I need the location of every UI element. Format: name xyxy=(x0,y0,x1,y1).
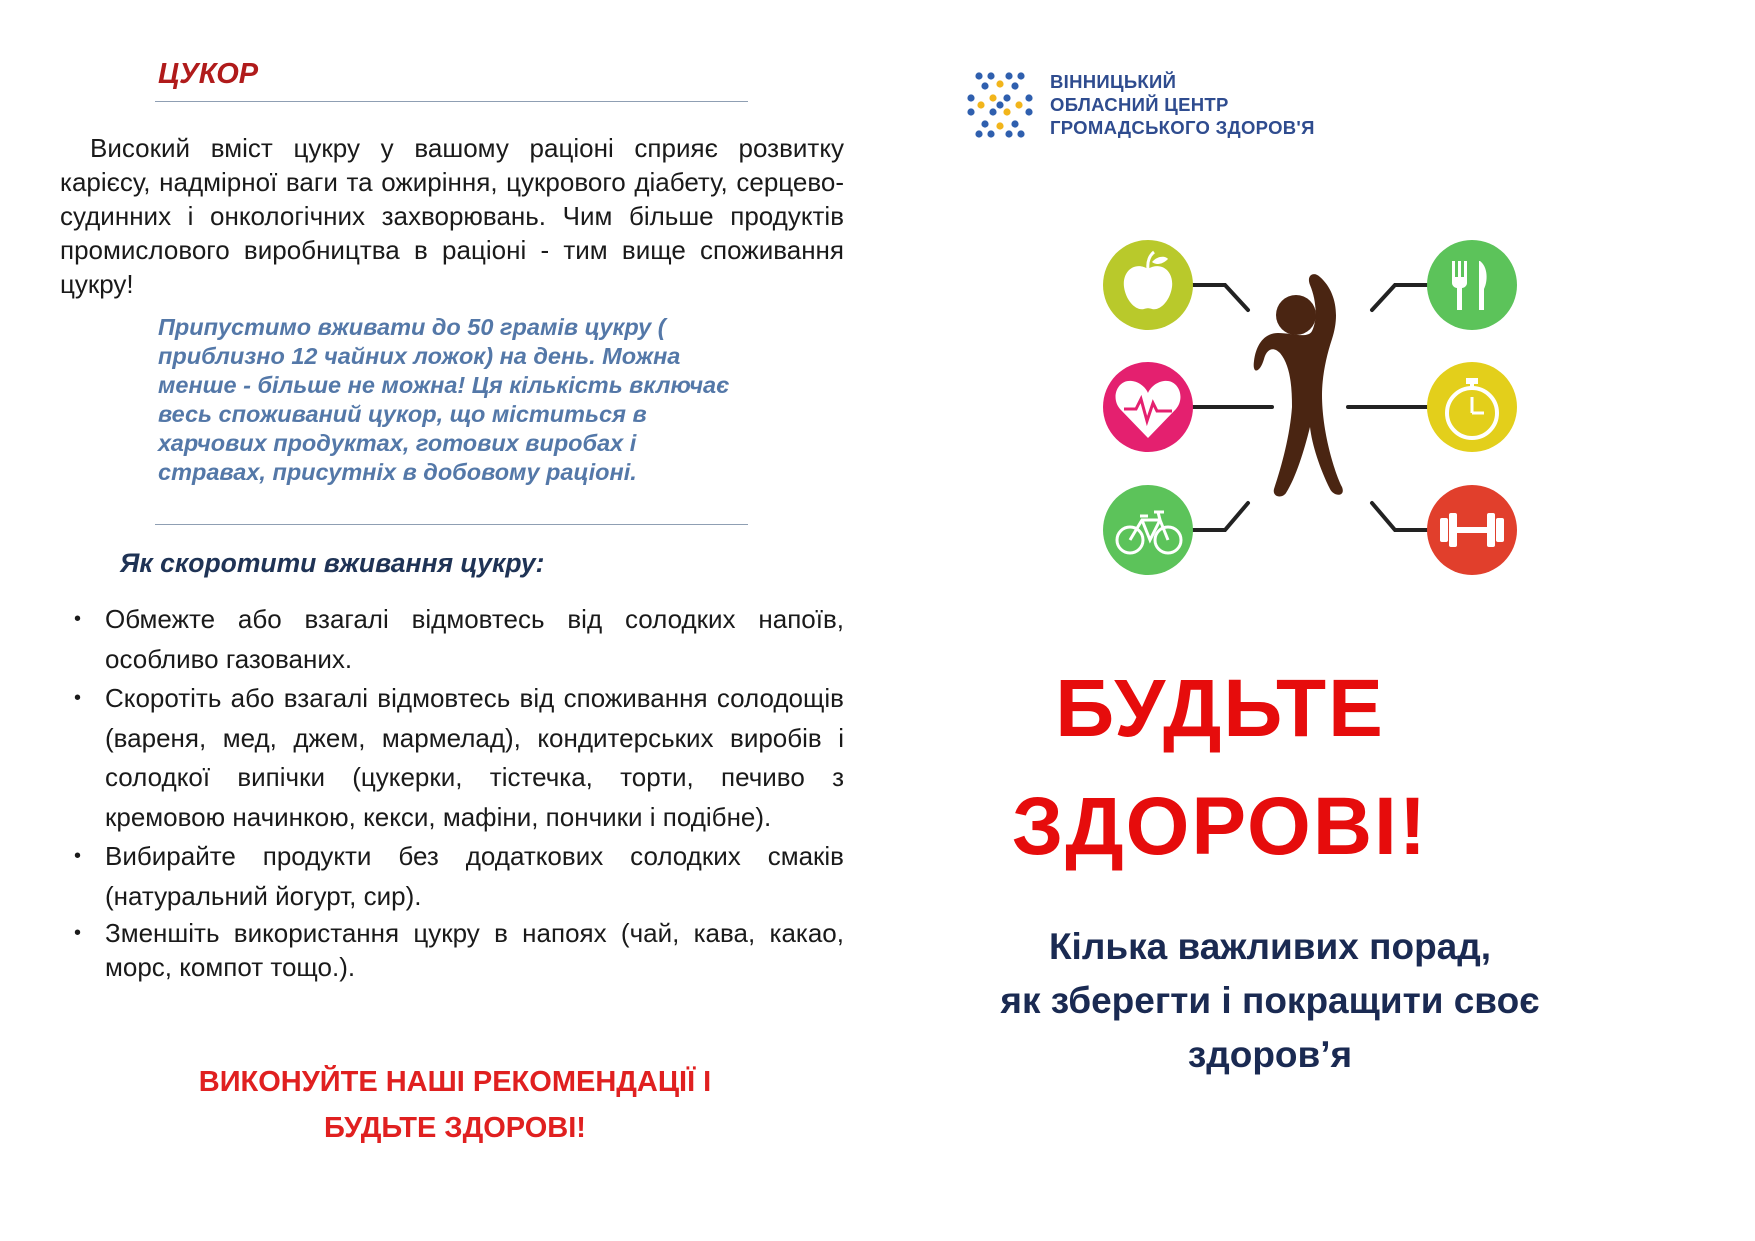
logo-text xyxy=(1050,70,1315,139)
logo-line-2: ОБЛАСНИЙ ЦЕНТР xyxy=(1050,94,1229,115)
bullet-icon: • xyxy=(74,687,82,709)
cta-line-1: ВИКОНУЙТЕ НАШІ РЕКОМЕНДАЦІЇ І xyxy=(198,1066,712,1098)
fork-knife-icon xyxy=(1427,240,1517,330)
section-title: ЦУКОР xyxy=(158,58,259,90)
apple-icon xyxy=(1103,240,1193,330)
stopwatch-icon xyxy=(1427,362,1517,452)
bullet-icon: • xyxy=(74,608,82,630)
subtitle-line-2: як зберегти і покращити своє xyxy=(1000,980,1540,1021)
list-item xyxy=(70,916,844,984)
logo-line-1: ВІННИЦЬКИЙ xyxy=(1050,71,1177,92)
sugar-limit-note: Припустимо вживати до 50 грамів цукру ( приблизно 12 чайних ложок) на день. Можна менше - більше не можна! Ця кількість включає весь споживаний цукор, що міститься в харчових продуктах, готових виробах і стравах, присутніх в добовому раціоні. xyxy=(158,314,730,485)
subtitle xyxy=(960,920,1580,1082)
list-item xyxy=(70,679,844,837)
subtitle-line-1: Кілька важливих порад, xyxy=(1048,926,1492,967)
active-person-icon xyxy=(1254,274,1343,496)
bullet-icon: • xyxy=(74,845,82,867)
call-to-action xyxy=(130,1059,780,1151)
dumbbell-icon xyxy=(1427,485,1517,575)
bullet-icon: • xyxy=(74,922,82,944)
bicycle-icon xyxy=(1103,485,1193,575)
cover-column xyxy=(880,0,1755,1241)
list-item xyxy=(70,837,844,916)
howto-title: Як скоротити вживання цукру: xyxy=(120,548,545,578)
list-item-text: Скоротіть або взагалі відмовтесь від споживання солодощів (вареня, мед, джем, мармелад), кондитерських виробів і солодкої випічки (цукерки, тістечка, торти, печиво з кремовою начинкою, кекси, мафіни, пончики і подібне). xyxy=(105,683,844,832)
headline-line-1: БУДЬТЕ xyxy=(1055,663,1385,754)
logo-line-3: ГРОМАДСЬКОГО ЗДОРОВ'Я xyxy=(1050,117,1315,138)
tips-list xyxy=(70,600,844,984)
cta-line-2: БУДЬТЕ ЗДОРОВІ! xyxy=(324,1112,586,1144)
logo-mark-icon xyxy=(965,70,1035,140)
list-item-text: Зменшіть використання цукру в напоях (чай, кава, какао, морс, компот тощо.). xyxy=(105,918,844,982)
main-headline xyxy=(880,650,1560,886)
divider-top xyxy=(155,101,748,102)
list-item-text: Обмежте або взагалі відмовтесь від солодких напоїв, особливо газованих. xyxy=(105,604,844,674)
organization-logo xyxy=(965,68,1365,142)
divider-bottom xyxy=(155,524,748,525)
intro-text: Високий вміст цукру у вашому раціоні сприяє розвитку карієсу, надмірної ваги та ожиріння, цукрового діабету, серцево-судинних і онкологічних захворювань. Чим більше продуктів промислового виробництва в раціоні - тим вище споживання цукру! xyxy=(60,133,844,299)
subtitle-line-3: здоров’я xyxy=(1187,1034,1353,1075)
list-item-text: Вибирайте продукти без додаткових солодких смаків (натуральний йогурт, сир). xyxy=(105,841,844,911)
heart-pulse-icon xyxy=(1103,362,1193,452)
healthy-lifestyle-infographic xyxy=(1100,235,1520,600)
headline-line-2: ЗДОРОВІ! xyxy=(1011,781,1429,872)
list-item xyxy=(70,600,844,679)
intro-paragraph xyxy=(60,131,844,301)
